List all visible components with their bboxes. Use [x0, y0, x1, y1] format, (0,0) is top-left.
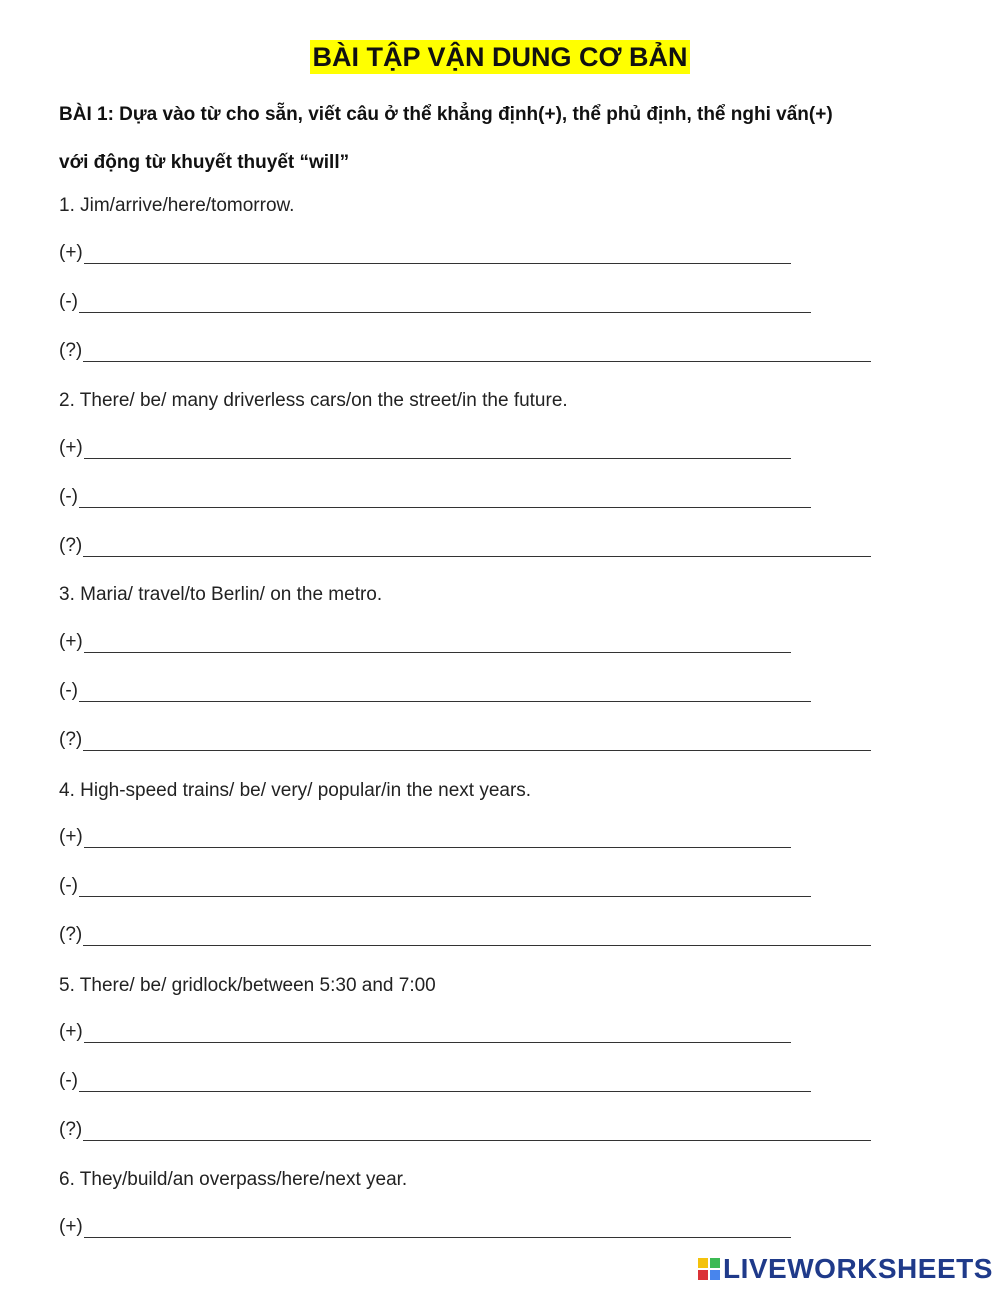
answer-line[interactable] [84, 440, 791, 459]
answer-row-negative[interactable] [59, 871, 811, 897]
answer-line[interactable] [79, 878, 811, 897]
prompt-question: (?) [59, 924, 83, 945]
logo-block [710, 1258, 720, 1268]
answer-row-positive[interactable] [59, 627, 791, 653]
answer-row-negative[interactable] [59, 1066, 811, 1092]
answer-line[interactable] [79, 489, 811, 508]
prompt-positive: (+) [59, 631, 83, 652]
question-5: 5. There/ be/ gridlock/between 5:30 and 7:00 [59, 975, 436, 996]
logo-text: LIVEWORKSHEETS [723, 1253, 993, 1284]
answer-row-question[interactable] [59, 920, 871, 946]
instruction-line-2: với động từ khuyết thuyết “will” [59, 152, 350, 173]
answer-row-positive[interactable] [59, 433, 791, 459]
question-4: 4. High-speed trains/ be/ very/ popular/in the next years. [59, 780, 532, 801]
prompt-positive: (+) [59, 437, 83, 458]
worksheet-title-wrap [0, 42, 1000, 73]
answer-line[interactable] [79, 683, 811, 702]
answer-line[interactable] [79, 294, 811, 313]
answer-line[interactable] [79, 1073, 811, 1092]
answer-line[interactable] [84, 1024, 791, 1043]
prompt-question: (?) [59, 1119, 83, 1140]
answer-line[interactable] [83, 1122, 871, 1141]
prompt-positive: (+) [59, 242, 83, 263]
answer-row-question[interactable] [59, 336, 871, 362]
prompt-question: (?) [59, 340, 83, 361]
logo-block [698, 1270, 708, 1280]
prompt-question: (?) [59, 729, 83, 750]
answer-row-question[interactable] [59, 531, 871, 557]
answer-line[interactable] [84, 829, 791, 848]
answer-line[interactable] [84, 634, 791, 653]
question-6: 6. They/build/an overpass/here/next year. [59, 1169, 408, 1190]
answer-line[interactable] [83, 732, 871, 751]
answer-row-positive[interactable] [59, 238, 791, 264]
answer-row-negative[interactable] [59, 287, 811, 313]
answer-row-positive[interactable] [59, 822, 791, 848]
answer-line[interactable] [83, 343, 871, 362]
answer-row-question[interactable] [59, 725, 871, 751]
answer-row-positive[interactable] [59, 1017, 791, 1043]
prompt-positive: (+) [59, 826, 83, 847]
instruction-line-1: BÀI 1: Dựa vào từ cho sẵn, viết câu ở thể khẳng định(+), thể phủ định, thể nghi vấn(+) [59, 104, 833, 125]
answer-row-negative[interactable] [59, 676, 811, 702]
prompt-negative: (-) [59, 875, 78, 896]
prompt-positive: (+) [59, 1021, 83, 1042]
answer-line[interactable] [84, 1219, 791, 1238]
prompt-question: (?) [59, 535, 83, 556]
liveworksheets-logo [698, 1254, 993, 1284]
prompt-positive: (+) [59, 1216, 83, 1237]
question-3: 3. Maria/ travel/to Berlin/ on the metro. [59, 584, 383, 605]
question-2: 2. There/ be/ many driverless cars/on the street/in the future. [59, 390, 568, 411]
answer-row-positive[interactable] [59, 1212, 791, 1238]
answer-line[interactable] [83, 927, 871, 946]
answer-row-negative[interactable] [59, 482, 811, 508]
prompt-negative: (-) [59, 1070, 78, 1091]
prompt-negative: (-) [59, 486, 78, 507]
logo-blocks-icon [698, 1258, 720, 1280]
answer-line[interactable] [84, 245, 791, 264]
logo-block [698, 1258, 708, 1268]
prompt-negative: (-) [59, 680, 78, 701]
answer-row-question[interactable] [59, 1115, 871, 1141]
logo-block [710, 1270, 720, 1280]
prompt-negative: (-) [59, 291, 78, 312]
question-1: 1. Jim/arrive/here/tomorrow. [59, 195, 295, 216]
answer-line[interactable] [83, 538, 871, 557]
worksheet-title: BÀI TẬP VẬN DUNG CƠ BẢN [312, 42, 688, 72]
